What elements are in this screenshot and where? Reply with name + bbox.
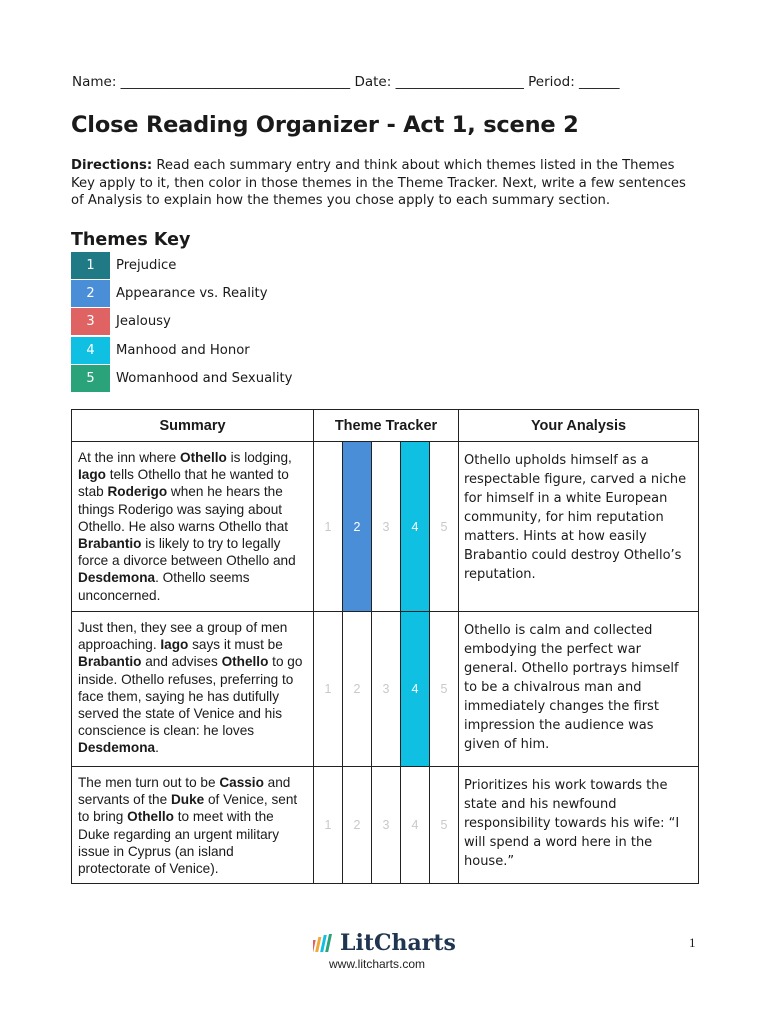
logo-text: LitCharts [340,930,456,956]
theme-label: Prejudice [116,258,177,273]
tracker-theme-5[interactable]: 5 [440,818,448,832]
footer-url[interactable]: www.litcharts.com [329,957,426,971]
summary-text: . Othello seems unconcerned. [78,570,250,603]
summary-cell [72,612,314,767]
page-title: Close Reading Organizer - Act 1, scene 2 [71,112,579,138]
theme-key-item [71,280,268,307]
character-name: Othello [180,450,227,465]
analysis-cell[interactable]: Prioritizes his work towards the state and his newfound responsibility towards his wife: “I will spend a word here in the house.” [459,767,699,884]
character-name: Iago [160,637,189,653]
character-name: Cassio [219,775,264,790]
theme-key-item [71,252,176,279]
summary-text: Just then, they see a group of men approaching. [78,620,288,653]
table-header-row [72,410,699,442]
tracker-theme-2[interactable]: 2 [343,767,372,883]
tracker-theme-3[interactable]: 3 [372,612,401,766]
tracker-theme-1[interactable]: 1 [314,442,343,611]
character-name: Othello [127,809,174,825]
character-name: Desdemona [78,740,156,756]
character-name: Desdemona [78,570,156,586]
page-number: 1 [689,935,696,950]
summary-text: to go inside. Othello refuses, preferring to face them, saying he has dutifully served the state of Venice and his conscience is clean: he loves [78,654,303,739]
summary-cell [72,442,314,612]
summary-cell [72,767,314,884]
character-name: Brabantio [78,654,142,670]
theme-tracker-header: Theme Tracker [314,410,459,442]
summary-text: The men turn out to be [78,775,220,790]
summary-text: . [155,740,159,756]
tracker-theme-1[interactable]: 1 [314,767,343,883]
tracker-theme-4[interactable]: 4 [401,442,430,611]
summary-text: and servants of the [78,775,291,808]
summary-text: says it must be [188,637,283,653]
theme-tracker-cell [314,442,459,612]
tracker-theme-3[interactable]: 3 [372,767,401,883]
analysis-header: Your Analysis [459,410,699,442]
analysis-cell[interactable]: Othello is calm and collected embodying the perfect war general. Othello portrays himself to be a chivalrous man and immediately changes the first impression the audience was given of him. [459,612,699,767]
tracker-theme-3[interactable]: 3 [372,442,401,611]
student-info-line: Name: __________________________________ Date: ___________________ Period: ______ [72,74,620,90]
theme-label: Appearance vs. Reality [116,286,268,301]
summary-text: is likely to try to legally force a divorce between Othello and [78,536,296,569]
tracker-theme-4[interactable]: 4 [401,767,430,883]
summary-text: and advises [141,654,222,670]
bars-logo-icon [313,934,335,952]
summary-text: to meet with the Duke regarding an urgent military issue in Cyprus (an island protectorate of Venice). [78,809,279,877]
tracker-theme-1[interactable]: 1 [314,612,343,766]
summary-text: of Venice, sent to bring [78,792,298,825]
theme-label: Jealousy [116,314,171,329]
character-name: Duke [170,792,205,808]
theme-key-item [71,308,171,335]
theme-swatch: 5 [71,365,110,392]
summary-text: tells Othello that he wanted to stab [78,467,289,500]
summary-text: is lodging, [226,450,292,465]
tracker-theme-5[interactable]: 5 [440,682,448,696]
directions-label: Directions: [71,158,153,173]
theme-swatch: 4 [71,337,110,364]
theme-label: Manhood and Honor [116,343,250,358]
themes-key-title: Themes Key [71,230,191,250]
character-name: Othello [221,654,269,670]
theme-key-item [71,365,292,392]
litcharts-logo [313,930,456,956]
theme-swatch: 2 [71,280,110,307]
theme-key-item [71,337,250,364]
analysis-cell[interactable]: Othello upholds himself as a respectable figure, carved a niche for himself in a white European community, for him reputation matters. Hints at how easily Brabantio could destroy Othello’s reputation. [459,442,699,612]
theme-swatch: 3 [71,308,110,335]
table-row [72,767,699,884]
character-name: Brabantio [78,536,142,552]
tracker-theme-2[interactable]: 2 [343,442,372,611]
directions-text: Read each summary entry and think about which themes listed in the Themes Key apply to it, then color in those themes in the Theme Tracker. Next, write a few sentences of Analysis to explain how the themes you chose apply to each summary section. [71,158,686,209]
tracker-theme-2[interactable]: 2 [343,612,372,766]
character-name: Roderigo [107,484,168,500]
summary-text: when he hears the things Roderigo was saying about Othello. He also warns Othello that [78,484,289,534]
directions [71,157,701,210]
character-name: Iago [78,467,106,483]
summary-text: At the inn where [78,450,181,465]
table-row [72,442,699,612]
summary-header: Summary [72,410,314,442]
table-row [72,612,699,767]
theme-tracker-cell [314,612,459,767]
tracker-theme-5[interactable]: 5 [440,519,448,534]
tracker-theme-4[interactable]: 4 [401,612,430,766]
theme-swatch: 1 [71,252,110,279]
theme-label: Womanhood and Sexuality [116,371,293,386]
theme-tracker-cell [314,767,459,884]
close-reading-table [71,409,699,884]
